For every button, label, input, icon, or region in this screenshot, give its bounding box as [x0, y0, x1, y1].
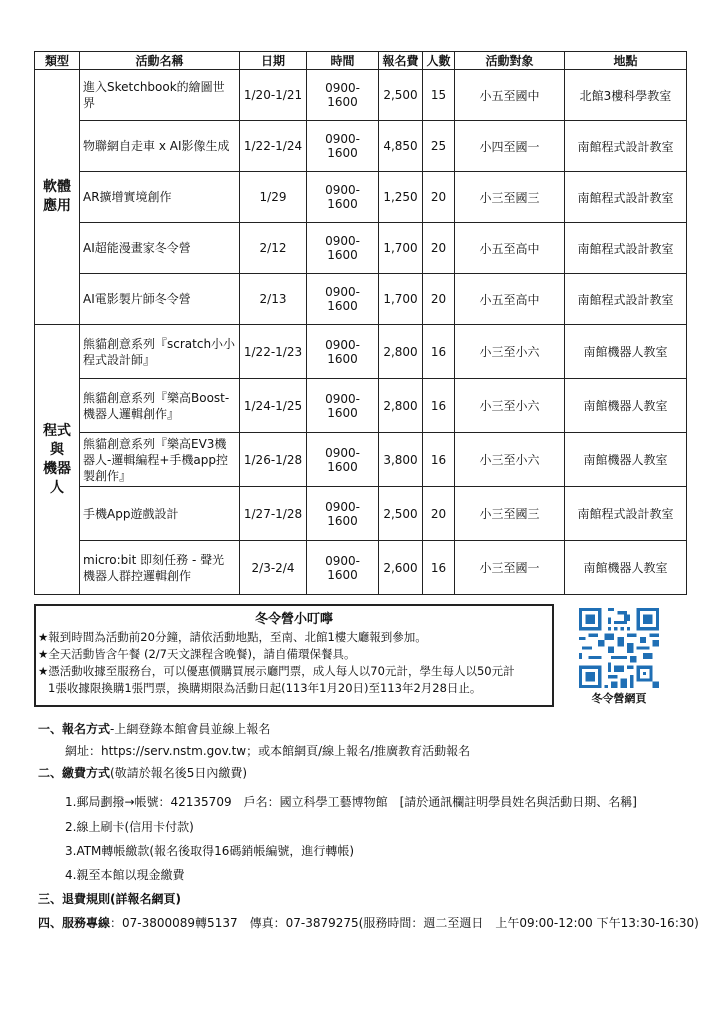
tip-line: ★憑活動收據至服務台，可以優惠價購買展示廳門票，成人每人以70元計，學生每人以50元計: [38, 664, 515, 678]
activity-count: 16: [423, 433, 455, 487]
tip-line: ★全天活動皆含午餐 (2/7天文課程含晚餐)，請自備環保餐具。: [38, 647, 356, 661]
activity-count: 20: [423, 223, 455, 274]
activity-date: 1/20-1/21: [240, 70, 307, 121]
header-type: 類型: [35, 52, 80, 70]
table-row: [35, 433, 687, 487]
activity-location: 南館機器人教室: [565, 541, 687, 595]
activity-date: 1/24-1/25: [240, 379, 307, 433]
payment-item: 2.線上刷卡(信用卡付款): [65, 820, 194, 834]
activity-count: 20: [423, 274, 455, 325]
activity-date: 2/12: [240, 223, 307, 274]
activity-target: 小三至小六: [455, 325, 565, 379]
section-service: 四、服務專線：07-3800089轉5137 傳真：07-3879275(服務時間：週二至週日 上午09:00-12:00 下午13:30-16:30): [38, 916, 699, 930]
table-row: [35, 379, 687, 433]
activity-target: 小五至國中: [455, 70, 565, 121]
activity-time: 0900-1600: [307, 70, 379, 121]
header-target: 活動對象: [455, 52, 565, 70]
activity-count: 16: [423, 325, 455, 379]
activity-location: 南館程式設計教室: [565, 223, 687, 274]
table-row: [35, 121, 687, 172]
activity-date: 1/26-1/28: [240, 433, 307, 487]
activity-count: 16: [423, 541, 455, 595]
tip-line: ★報到時間為活動前20分鐘，請依活動地點，至南、北館1樓大廳報到參加。: [38, 630, 427, 644]
activity-count: 25: [423, 121, 455, 172]
activity-fee: 3,800: [379, 433, 423, 487]
activity-date: 1/29: [240, 172, 307, 223]
activity-fee: 2,500: [379, 70, 423, 121]
table-header-row: [35, 52, 687, 70]
activity-name: 熊貓創意系列『樂高EV3機器人-邏輯編程+手機app控製創作』: [80, 433, 240, 487]
registration-url[interactable]: 網址：https://serv.nstm.gov.tw；或本館網頁/線上報名/推廣教育活動報名: [65, 744, 471, 758]
activity-date: 1/22-1/23: [240, 325, 307, 379]
activity-target: 小三至小六: [455, 433, 565, 487]
activity-date: 2/13: [240, 274, 307, 325]
activity-date: 2/3-2/4: [240, 541, 307, 595]
section-payment: 二、繳費方式(敬請於報名後5日內繳費): [38, 766, 248, 780]
activity-time: 0900-1600: [307, 121, 379, 172]
activity-target: 小四至國一: [455, 121, 565, 172]
table-row: [35, 487, 687, 541]
activity-target: 小三至國三: [455, 487, 565, 541]
table-row: [35, 172, 687, 223]
tip-line: 1張收據限換購1張門票，換購期限為活動日起(113年1月20日)至113年2月28日止。: [48, 681, 482, 695]
activity-name: 熊貓創意系列『樂高Boost-機器人邏輯創作』: [80, 379, 240, 433]
table-row: [35, 223, 687, 274]
activity-name: AI超能漫畫家冬令營: [80, 223, 240, 274]
activity-fee: 2,500: [379, 487, 423, 541]
schedule-table: [34, 51, 687, 595]
section-refund: 三、退費規則(詳報名網頁): [38, 892, 181, 906]
activity-target: 小五至高中: [455, 274, 565, 325]
activity-fee: 1,700: [379, 223, 423, 274]
activity-fee: 4,850: [379, 121, 423, 172]
activity-fee: 1,700: [379, 274, 423, 325]
activity-name: 熊貓創意系列『scratch小小程式設計師』: [80, 325, 240, 379]
activity-name: micro:bit 即刻任務 - 聲光機器人群控邏輯創作: [80, 541, 240, 595]
table-row: [35, 325, 687, 379]
activity-fee: 2,800: [379, 325, 423, 379]
header-name: 活動名稱: [80, 52, 240, 70]
activity-location: 南館程式設計教室: [565, 487, 687, 541]
activity-time: 0900-1600: [307, 541, 379, 595]
activity-date: 1/22-1/24: [240, 121, 307, 172]
payment-item: 4.親至本館以現金繳費: [65, 868, 185, 882]
activity-name: AR擴增實境創作: [80, 172, 240, 223]
activity-time: 0900-1600: [307, 379, 379, 433]
header-location: 地點: [565, 52, 687, 70]
activity-time: 0900-1600: [307, 274, 379, 325]
activity-target: 小五至高中: [455, 223, 565, 274]
activity-target: 小三至國三: [455, 172, 565, 223]
tips-box: [34, 604, 554, 707]
activity-fee: 2,800: [379, 379, 423, 433]
category-software: 軟體 應用: [35, 70, 80, 325]
qr-code-icon[interactable]: [579, 608, 659, 688]
activity-name: 物聯網自走車 x AI影像生成: [80, 121, 240, 172]
activity-location: 南館機器人教室: [565, 433, 687, 487]
tips-title: 冬令營小叮嚀: [254, 612, 333, 627]
header-count: 人數: [423, 52, 455, 70]
activity-name: 手機App遊戲設計: [80, 487, 240, 541]
activity-time: 0900-1600: [307, 172, 379, 223]
activity-name: AI電影製片師冬令營: [80, 274, 240, 325]
activity-location: 南館機器人教室: [565, 325, 687, 379]
activity-fee: 2,600: [379, 541, 423, 595]
section-registration: 一、報名方式-上網登錄本館會員並線上報名: [38, 722, 271, 736]
activity-location: 北館3樓科學教室: [565, 70, 687, 121]
activity-time: 0900-1600: [307, 433, 379, 487]
activity-count: 20: [423, 172, 455, 223]
activity-time: 0900-1600: [307, 325, 379, 379]
header-date: 日期: [240, 52, 307, 70]
activity-location: 南館程式設計教室: [565, 121, 687, 172]
table-row: [35, 70, 687, 121]
qr-label: 冬令營網頁: [591, 692, 647, 705]
activity-target: 小三至小六: [455, 379, 565, 433]
activity-fee: 1,250: [379, 172, 423, 223]
activity-location: 南館程式設計教室: [565, 172, 687, 223]
table-row: [35, 274, 687, 325]
activity-time: 0900-1600: [307, 223, 379, 274]
payment-item: 3.ATM轉帳繳款(報名後取得16碼銷帳編號，進行轉帳): [65, 844, 355, 858]
header-time: 時間: [307, 52, 379, 70]
header-fee: 報名費: [379, 52, 423, 70]
activity-name: 進入Sketchbook的繪圖世界: [80, 70, 240, 121]
activity-location: 南館機器人教室: [565, 379, 687, 433]
payment-item: 1.郵局劃撥→帳號：42135709 戶名：國立科學工藝博物館 [請於通訊欄註明學員姓名與活動日期、名稱]: [65, 795, 637, 809]
activity-time: 0900-1600: [307, 487, 379, 541]
activity-count: 16: [423, 379, 455, 433]
activity-count: 20: [423, 487, 455, 541]
activity-target: 小三至國一: [455, 541, 565, 595]
activity-count: 15: [423, 70, 455, 121]
table-row: [35, 541, 687, 595]
category-programming-robotics: 程式 與 機器 人: [35, 325, 80, 595]
activity-date: 1/27-1/28: [240, 487, 307, 541]
activity-location: 南館程式設計教室: [565, 274, 687, 325]
